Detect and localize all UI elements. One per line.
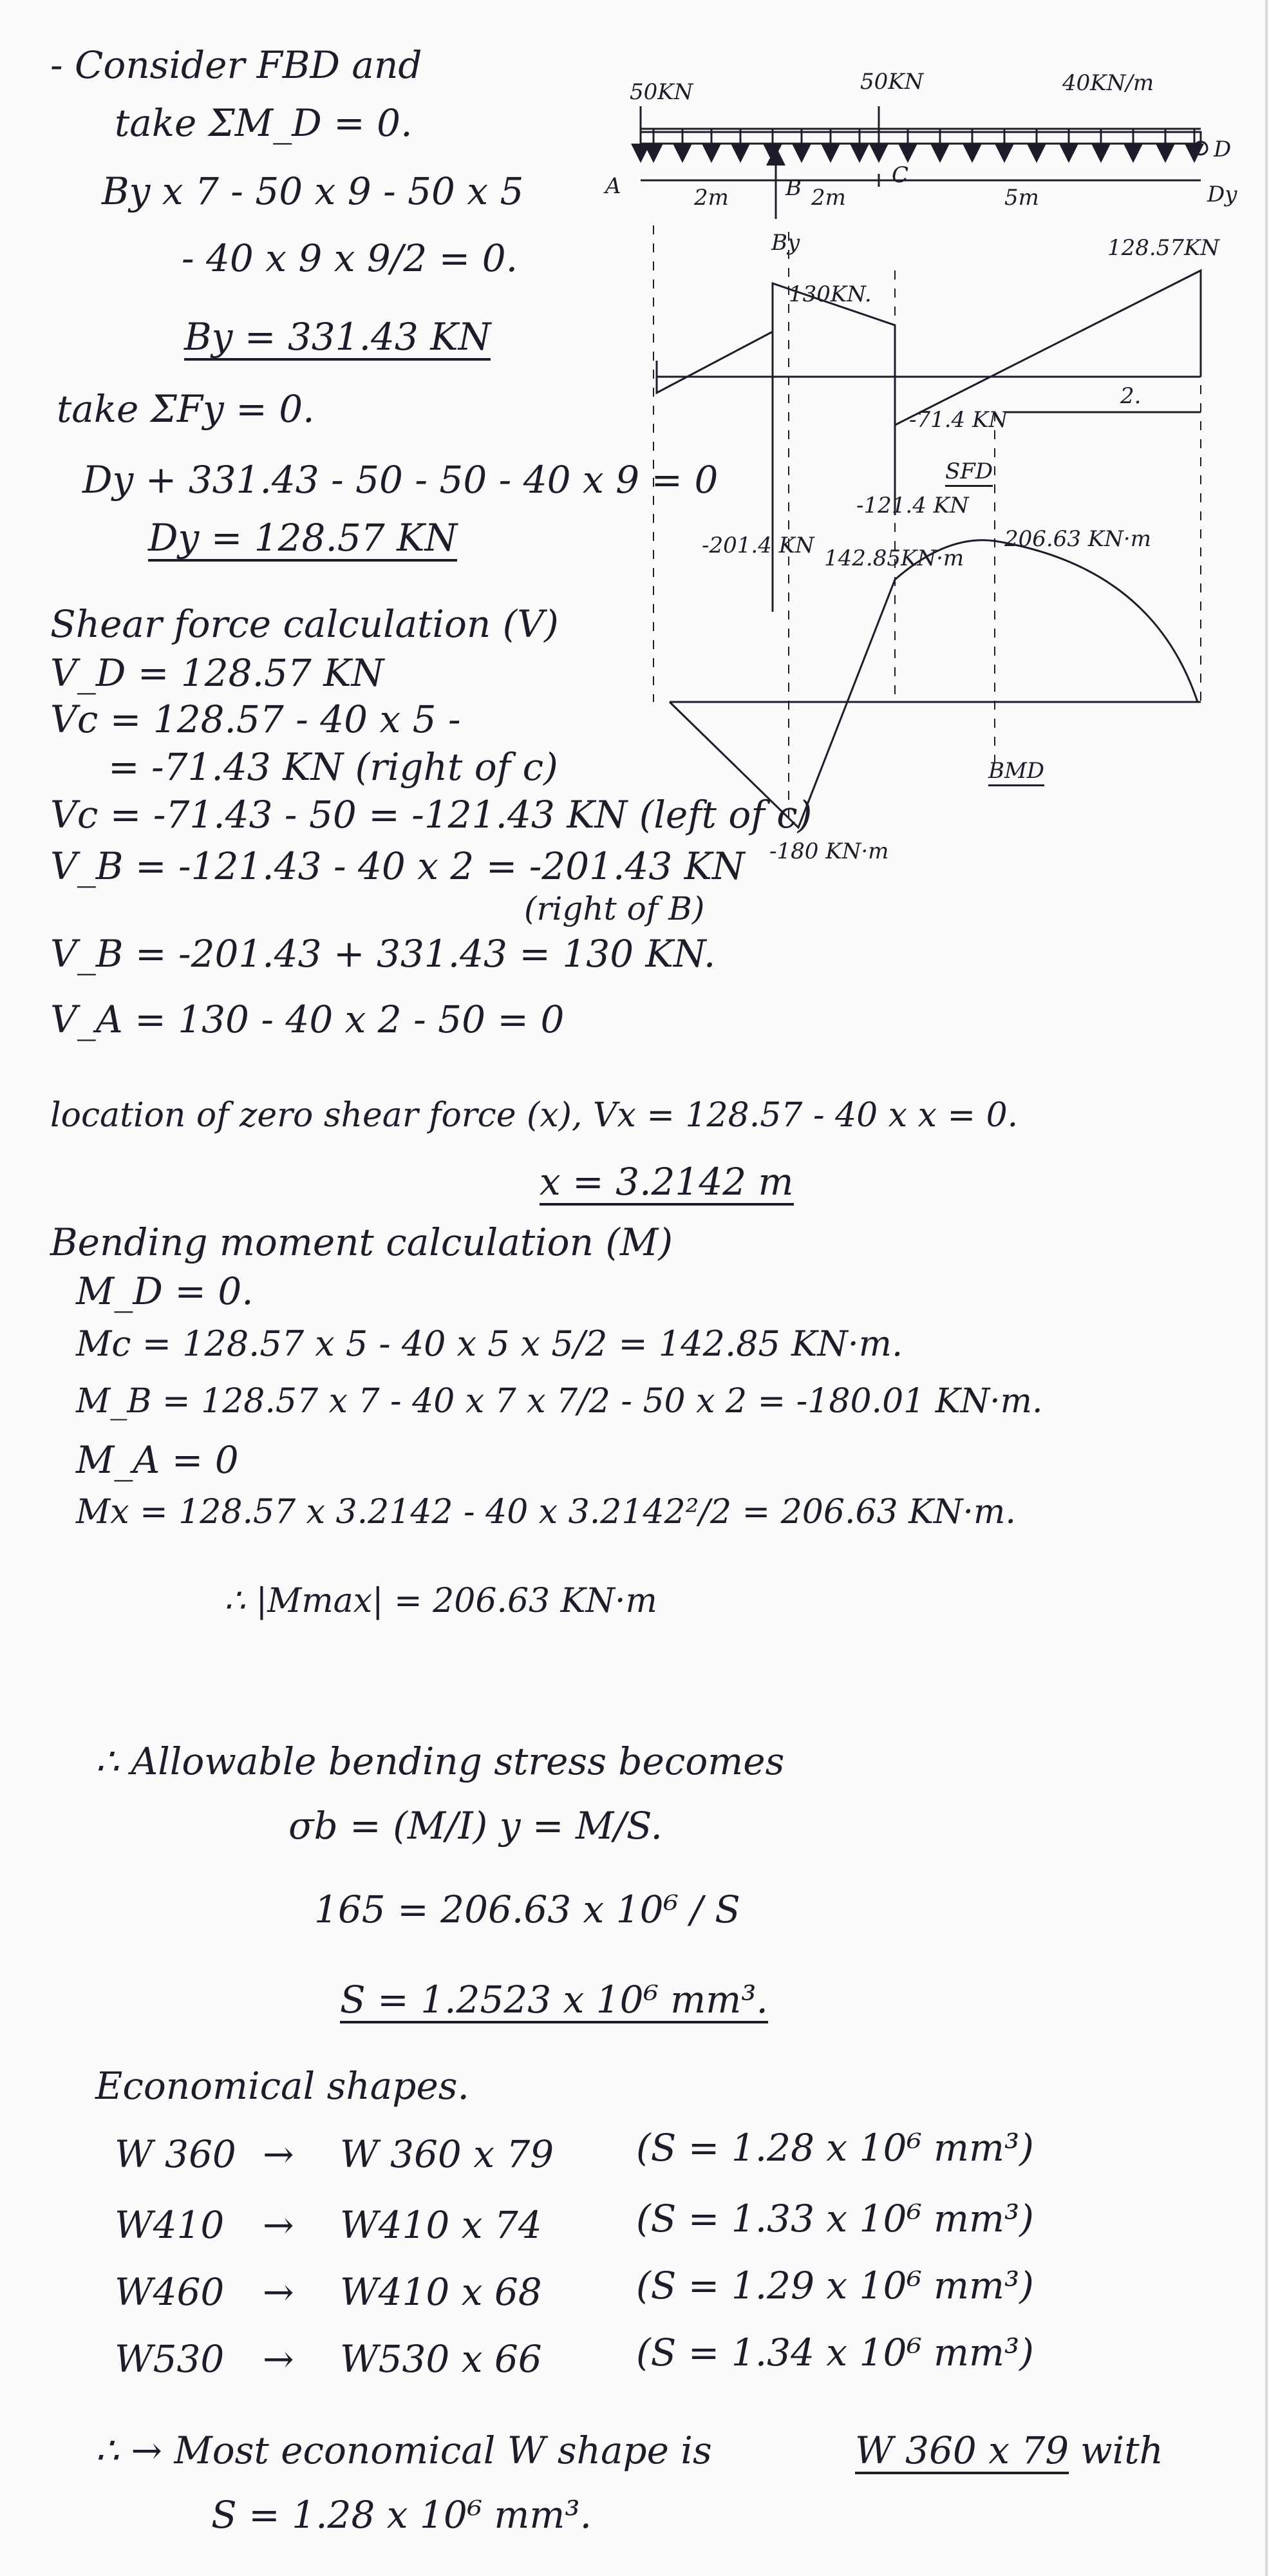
label-span-3: 5m <box>1004 185 1039 211</box>
shape-arrow: → <box>263 2132 294 2176</box>
projection-lines <box>653 225 1201 824</box>
shear-x-result: x = 3.2142 m <box>540 1163 794 1206</box>
label-dy: Dy <box>1207 182 1237 207</box>
moment-max: ∴ |Mmax| = 206.63 KN·m <box>224 1582 657 1620</box>
shape-choice: W410 x 68 <box>340 2270 542 2314</box>
label-bmd-14285: 142.85KN·m <box>824 545 964 571</box>
shape-choice: W410 x 74 <box>340 2203 542 2247</box>
shape-group: W460 <box>115 2270 225 2314</box>
shear-vb-note: (right of B) <box>524 890 705 927</box>
moment-ma: M_A = 0 <box>76 1438 239 1482</box>
fbd-dy-result: Dy = 128.57 KN <box>148 519 457 562</box>
fbd-by-result: By = 331.43 KN <box>184 318 491 361</box>
beam-diagram <box>0 0 1269 902</box>
label-bmd-title: BMD <box>988 760 1044 786</box>
shear-vb-2: V_B = -201.43 + 331.43 = 130 KN. <box>50 932 716 976</box>
label-c: C <box>892 162 909 188</box>
shear-title: Shear force calculation (V) <box>50 602 559 646</box>
label-by: By <box>771 230 800 256</box>
conclusion-s-value: S = 1.28 x 10⁶ mm³. <box>211 2493 592 2537</box>
shape-arrow: → <box>263 2270 294 2314</box>
moment-title: Bending moment calculation (M) <box>50 1220 673 1264</box>
shape-group: W530 <box>115 2337 225 2381</box>
label-bmd-20663: 206.63 KN·m <box>1004 526 1151 552</box>
shear-zero-location: location of zero shear force (x), Vx = 128.57 - 40 x x = 0. <box>50 1096 1019 1135</box>
fbd-sum-fy: take ΣFy = 0. <box>57 387 315 431</box>
label-sfd-12143: -121.4 KN <box>856 493 969 518</box>
moment-mx: Mx = 128.57 x 3.2142 - 40 x 3.2142²/2 = 206.63 KN·m. <box>76 1493 1016 1531</box>
label-sfd-title: SFD <box>945 460 993 487</box>
shear-vd: V_D = 128.57 KN <box>50 651 384 695</box>
shape-group: W410 <box>115 2203 225 2247</box>
stress-substitution: 165 = 206.63 x 10⁶ / S <box>314 1888 740 1931</box>
conclusion-suffix: with <box>1080 2429 1163 2472</box>
label-sfd-12857: 128.57KN <box>1107 235 1220 261</box>
fbd-sum-moment: take ΣM_D = 0. <box>115 101 413 145</box>
shear-vb-1: V_B = -121.43 - 40 x 2 = -201.43 KN <box>50 844 745 888</box>
label-span-1: 2m <box>694 185 729 211</box>
shear-vc-left: Vc = -71.43 - 50 = -121.43 KN (left of c) <box>50 793 813 837</box>
shape-choice: W530 x 66 <box>340 2337 542 2381</box>
shape-arrow: → <box>263 2203 294 2247</box>
fbd-force-eq: Dy + 331.43 - 50 - 50 - 40 x 9 = 0 <box>82 458 719 502</box>
shear-vc-1: Vc = 128.57 - 40 x 5 - <box>50 697 461 741</box>
label-d: D <box>1214 137 1232 162</box>
shape-arrow: → <box>263 2337 294 2381</box>
shape-section-modulus: (S = 1.29 x 10⁶ mm³) <box>636 2264 1034 2307</box>
shapes-title: Economical shapes. <box>95 2064 469 2108</box>
shape-section-modulus: (S = 1.34 x 10⁶ mm³) <box>636 2331 1034 2374</box>
moment-md: M_D = 0. <box>76 1269 254 1313</box>
moment-mc: Mc = 128.57 x 5 - 40 x 5 x 5/2 = 142.85 KN·m. <box>76 1323 903 1364</box>
beam <box>641 132 1201 144</box>
conclusion-shape: W 360 x 79 <box>855 2432 1069 2474</box>
label-udl: 40KN/m <box>1062 70 1154 96</box>
label-b: B <box>785 175 802 201</box>
stress-formula: σb = (M/I) y = M/S. <box>288 1804 663 1848</box>
shear-vc-2: = -71.43 KN (right of c) <box>108 745 558 789</box>
label-load-2: 50KN <box>860 69 924 95</box>
label-bmd-180: -180 KN·m <box>769 838 889 864</box>
shape-choice: W 360 x 79 <box>340 2132 554 2176</box>
conclusion-prefix: ∴ → Most economical W shape is <box>95 2429 712 2472</box>
stress-title: ∴ Allowable bending stress becomes <box>95 1739 785 1783</box>
shear-va: V_A = 130 - 40 x 2 - 50 = 0 <box>50 998 565 1041</box>
udl-arrows <box>653 129 1194 161</box>
fbd-intro: - Consider FBD and <box>50 43 422 87</box>
shape-section-modulus: (S = 1.28 x 10⁶ mm³) <box>636 2126 1034 2170</box>
fbd-moment-eq-2: - 40 x 9 x 9/2 = 0. <box>182 236 518 280</box>
stress-s-result: S = 1.2523 x 10⁶ mm³. <box>340 1981 768 2023</box>
label-sfd-20143: -201.4 KN <box>702 533 814 558</box>
moment-mb: M_B = 128.57 x 7 - 40 x 7 x 7/2 - 50 x 2 = -180.01 KN·m. <box>76 1382 1043 1421</box>
label-span-2: 2m <box>811 185 846 211</box>
label-a: A <box>605 173 621 199</box>
label-load-1: 50KN <box>630 79 693 105</box>
fbd-moment-eq-1: By x 7 - 50 x 9 - 50 x 5 <box>102 169 524 213</box>
label-sfd-130: 130KN. <box>789 281 872 307</box>
shape-section-modulus: (S = 1.33 x 10⁶ mm³) <box>636 2197 1034 2240</box>
shape-group: W 360 <box>115 2132 236 2176</box>
label-sfd-7143: -71.4 KN <box>909 407 1008 433</box>
bmd-curve <box>670 540 1198 828</box>
label-sfd-2: 2. <box>1120 383 1142 409</box>
